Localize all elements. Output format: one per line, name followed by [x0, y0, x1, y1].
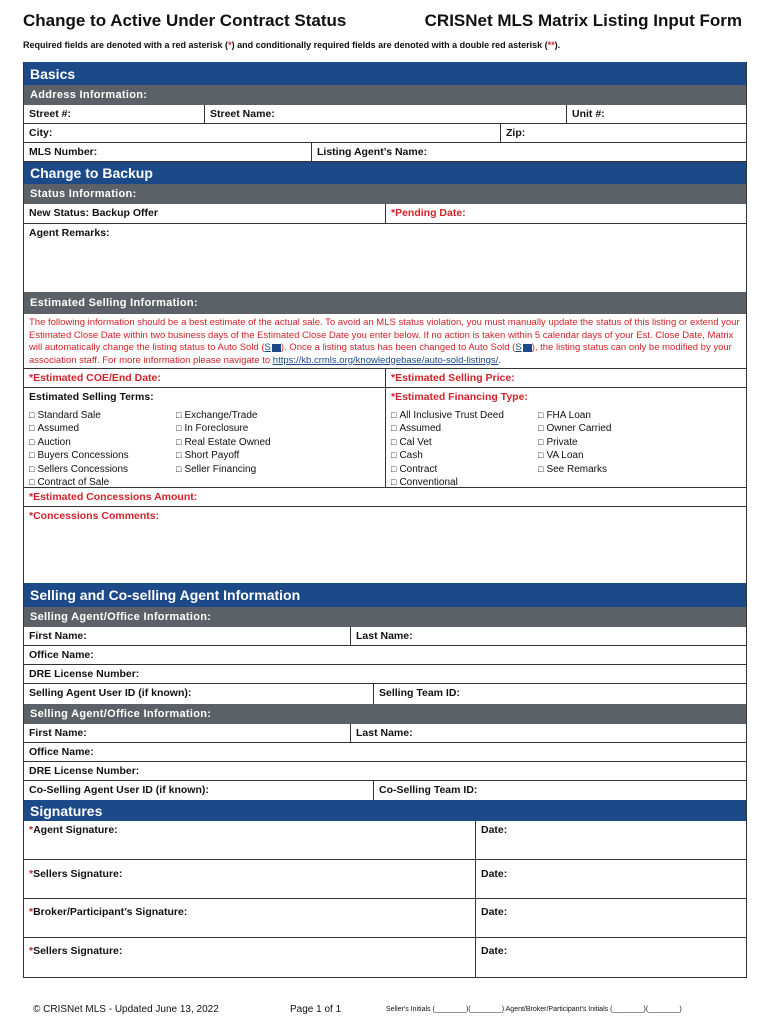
status-row: [24, 204, 746, 224]
flag-icon: [523, 344, 532, 352]
co-selling-office-row: [24, 743, 746, 762]
selling-term-checkbox[interactable]: □ Standard Sale: [29, 409, 176, 422]
co-selling-office-subheader: Selling Agent/Office Information:: [24, 704, 746, 724]
form-title: Change to Active Under Contract Status: [23, 11, 347, 30]
selling-terms-field: [24, 388, 386, 487]
broker-signature-field[interactable]: * Broker/Participant’s Signature:: [24, 899, 476, 937]
co-selling-id-row: [24, 781, 746, 800]
listing-agent-field[interactable]: Listing Agent’s Name:: [317, 146, 428, 158]
selling-term-checkbox[interactable]: □ Short Payoff: [176, 449, 271, 462]
selling-term-checkbox[interactable]: □ Real Estate Owned: [176, 436, 271, 449]
selling-term-checkbox[interactable]: □ In Foreclosure: [176, 422, 271, 435]
co-selling-dre-field[interactable]: DRE License Number:: [29, 765, 140, 777]
selling-terms-options: [29, 409, 271, 489]
section-selling-header: Selling and Co-selling Agent Information: [24, 583, 746, 607]
co-selling-name-row: [24, 724, 746, 743]
financing-type-label: *Estimated Financing Type:: [391, 391, 528, 403]
seller2-signature-field[interactable]: * Sellers Signature:: [24, 938, 476, 977]
estimated-selling-subheader: Estimated Selling Information:: [24, 292, 746, 314]
selling-term-checkbox[interactable]: □ Exchange/Trade: [176, 409, 271, 422]
broker-signature-date[interactable]: Date:: [481, 906, 508, 918]
required-fields-note: Required fields are denoted with a red asterisk (*) and conditionally required fields are denoted with a double red asterisk (**).: [23, 40, 561, 50]
selling-price-field[interactable]: *Estimated Selling Price:: [391, 372, 515, 384]
zip-field[interactable]: Zip:: [506, 127, 526, 139]
financing-type-field: [386, 388, 746, 487]
selling-office-name-field[interactable]: Office Name:: [29, 649, 94, 661]
co-selling-dre-row: [24, 762, 746, 781]
city-field[interactable]: City:: [24, 124, 501, 142]
seller1-signature-row: [24, 860, 746, 899]
selling-dre-row: [24, 665, 746, 684]
agent-signature-field[interactable]: * Agent Signature:: [24, 821, 476, 859]
financing-type-checkbox[interactable]: □ FHA Loan: [538, 409, 611, 422]
co-selling-user-id-field[interactable]: Co-Selling Agent User ID (if known):: [24, 781, 374, 800]
street-name-field[interactable]: Street Name:: [205, 105, 567, 123]
section-basics-header: Basics: [24, 62, 746, 85]
form-subtitle: CRISNet MLS Matrix Listing Input Form: [424, 11, 742, 30]
mls-number-field[interactable]: MLS Number:: [24, 143, 312, 161]
copyright-text: © CRISNet MLS - Updated June 13, 2022: [33, 1004, 219, 1015]
page-number: Page 1 of 1: [290, 1004, 342, 1015]
selling-last-name-field[interactable]: Last Name:: [356, 630, 413, 642]
co-selling-first-name-field[interactable]: First Name:: [24, 724, 351, 742]
agent-signature-date[interactable]: Date:: [481, 824, 508, 836]
selling-term-checkbox[interactable]: □ Assumed: [29, 422, 176, 435]
financing-type-checkbox[interactable]: □ Cal Vet: [391, 436, 538, 449]
agent-signature-row: [24, 821, 746, 860]
financing-type-checkbox[interactable]: □ See Remarks: [538, 463, 611, 476]
estimate-row-2: [24, 388, 746, 488]
concessions-amount-row: [24, 488, 746, 507]
broker-signature-row: [24, 899, 746, 938]
seller1-signature-field[interactable]: * Sellers Signature:: [24, 860, 476, 898]
financing-type-checkbox[interactable]: □ Conventional: [391, 476, 538, 489]
selling-term-checkbox[interactable]: □ Auction: [29, 436, 176, 449]
selling-first-name-field[interactable]: First Name:: [24, 627, 351, 645]
selling-name-row: [24, 627, 746, 646]
selling-office-subheader: Selling Agent/Office Information:: [24, 607, 746, 627]
financing-type-options: [391, 409, 611, 489]
address-row-2: [24, 124, 746, 143]
concessions-amount-field[interactable]: *Estimated Concessions Amount:: [29, 491, 198, 503]
selling-term-checkbox[interactable]: □ Buyers Concessions: [29, 449, 176, 462]
auto-sold-notice: The following information should be a best estimate of the actual sale. To avoid an MLS status violation, you must manually update the status of this listing or extend your Estimated Close Date within two business days of the Estimated Close Date you enter below. If no action is taken within 5 calendar days of your Est. Close Date, Matrix will automatically change the listing status to Auto Sold (S ). Once a listing status has been changed to Auto Sold (S ), the listing status can only be modified by your association staff. For more information please navigate to https://kb.crmls.org/knowledgebase/auto-sold-listings/.: [24, 314, 746, 369]
seller2-signature-row: [24, 938, 746, 977]
co-selling-last-name-field[interactable]: Last Name:: [356, 727, 413, 739]
initials-line: Seller's Initials (________)(________) Agent/Broker/Participant's Initials (________)(________): [386, 1006, 682, 1013]
address-row-1: [24, 105, 746, 124]
financing-type-checkbox[interactable]: □ Owner Carried: [538, 422, 611, 435]
selling-office-row: [24, 646, 746, 665]
financing-type-checkbox[interactable]: □ Assumed: [391, 422, 538, 435]
financing-type-checkbox[interactable]: □ Contract: [391, 463, 538, 476]
auto-sold-kb-link[interactable]: https://kb.crmls.org/knowledgebase/auto-sold-listings/: [272, 354, 499, 366]
selling-team-id-field[interactable]: Selling Team ID:: [379, 687, 460, 699]
new-status-field[interactable]: New Status: Backup Offer: [24, 204, 386, 223]
unit-number-field[interactable]: Unit #:: [572, 108, 605, 120]
selling-terms-label: Estimated Selling Terms:: [29, 391, 154, 403]
financing-type-checkbox[interactable]: □ All Inclusive Trust Deed: [391, 409, 538, 422]
section-backup-header: Change to Backup: [24, 162, 746, 184]
listing-form: [23, 62, 747, 978]
concessions-comments-row: [24, 507, 746, 583]
selling-terms-list-a: [29, 409, 176, 489]
status-info-subheader: Status Information:: [24, 184, 746, 204]
selling-term-checkbox[interactable]: □ Seller Financing: [176, 463, 271, 476]
selling-terms-list-b: [176, 409, 271, 489]
financing-type-checkbox[interactable]: □ VA Loan: [538, 449, 611, 462]
estimate-row-1: [24, 369, 746, 388]
co-selling-team-id-field[interactable]: Co-Selling Team ID:: [379, 784, 478, 796]
section-signatures-header: Signatures: [24, 800, 746, 821]
concessions-comments-field[interactable]: *Concessions Comments:: [29, 510, 160, 522]
financing-list-a: [391, 409, 538, 489]
selling-user-id-field[interactable]: Selling Agent User ID (if known):: [24, 684, 374, 704]
agent-remarks-row: [24, 224, 746, 292]
seller2-signature-date[interactable]: Date:: [481, 945, 508, 957]
street-number-field[interactable]: Street #:: [24, 105, 205, 123]
flag-icon: [272, 344, 281, 352]
seller1-signature-date[interactable]: Date:: [481, 868, 508, 880]
address-info-subheader: Address Information:: [24, 85, 746, 105]
selling-term-checkbox[interactable]: □ Sellers Concessions: [29, 463, 176, 476]
pending-date-field[interactable]: *Pending Date:: [391, 207, 466, 219]
selling-term-checkbox[interactable]: □ Contract of Sale: [29, 476, 176, 489]
selling-dre-field[interactable]: DRE License Number:: [29, 668, 140, 680]
agent-remarks-field[interactable]: Agent Remarks:: [29, 227, 110, 239]
selling-id-row: [24, 684, 746, 704]
financing-type-checkbox[interactable]: □ Cash: [391, 449, 538, 462]
financing-type-checkbox[interactable]: □ Private: [538, 436, 611, 449]
financing-list-b: [538, 409, 611, 489]
address-row-3: [24, 143, 746, 162]
co-selling-office-name-field[interactable]: Office Name:: [29, 746, 94, 758]
coe-date-field[interactable]: *Estimated COE/End Date:: [24, 369, 386, 387]
